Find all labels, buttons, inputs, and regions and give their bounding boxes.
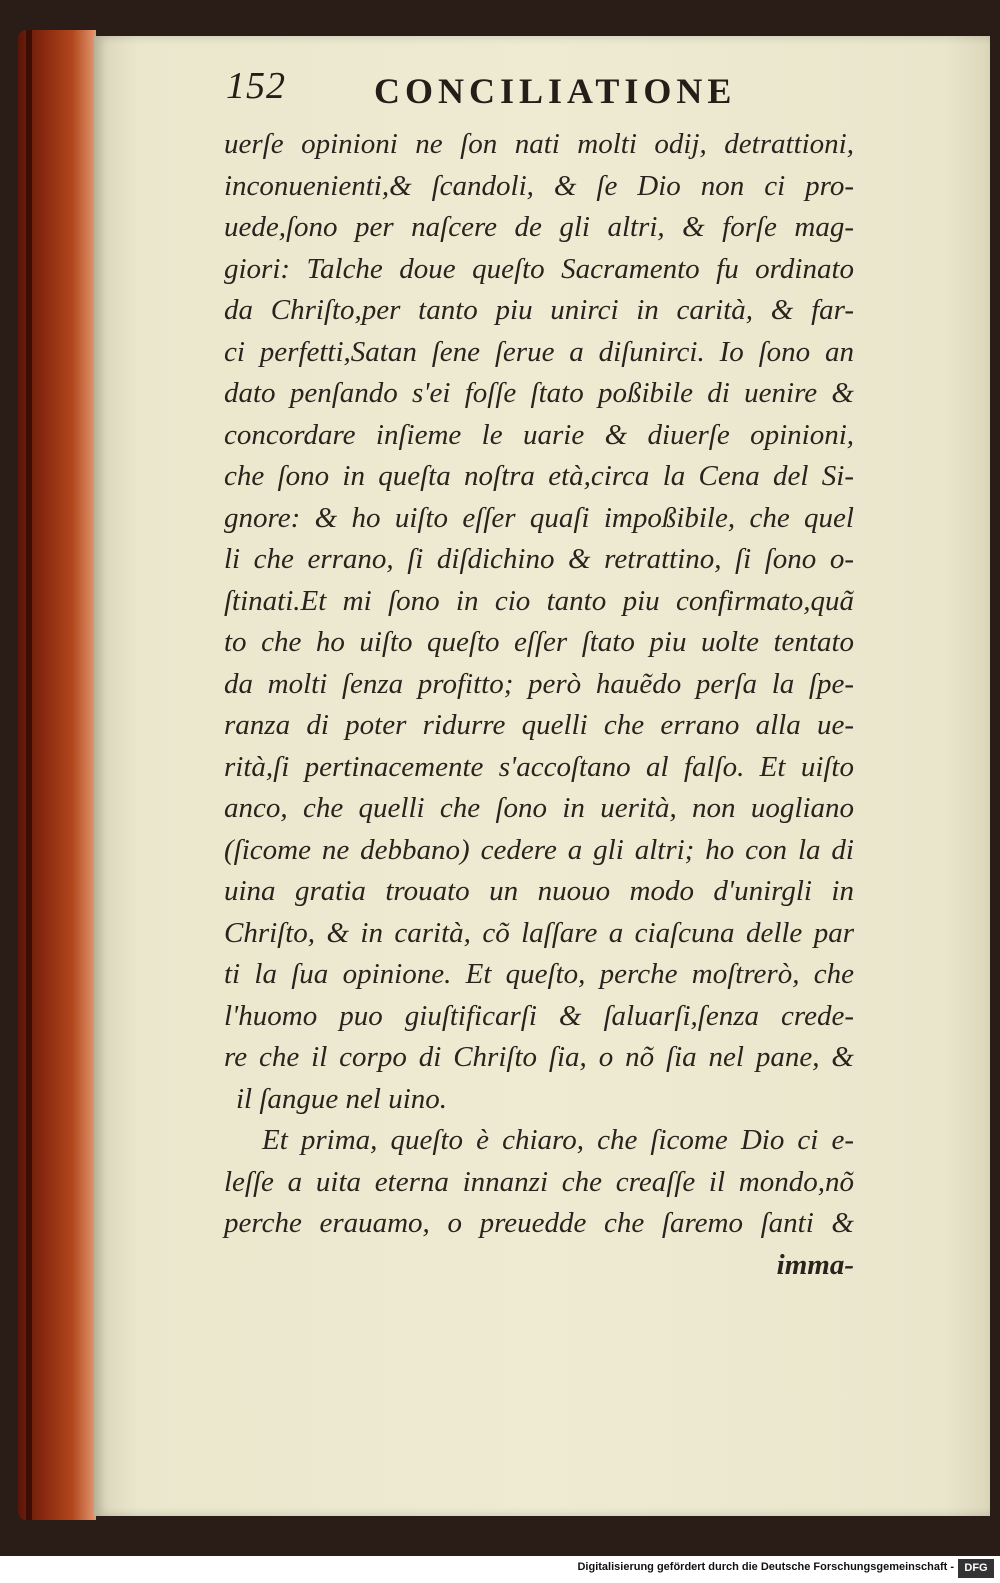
text-line: uina gratia trouato un nuouo modo d'unirgli in	[224, 875, 854, 907]
text-line: l'huomo puo giuſtificarſi & ſaluarſi,ſenza crede-	[224, 999, 854, 1032]
text-line: ranza di poter ridurre quelli che errano alla ue-	[224, 709, 854, 741]
text-line: perche erauamo, o preuedde che ſaremo ſanti &	[224, 1207, 854, 1239]
dfg-logo: DFG	[958, 1559, 994, 1578]
catchword: imma-	[776, 1248, 854, 1281]
text-line: da molti ſenza profitto; però hauẽdo perſa la ſpe-	[224, 667, 854, 700]
body-text	[224, 124, 854, 1286]
funding-credit: Digitalisierung gefördert durch die Deutsche Forschungsgemeinschaft -	[577, 1561, 954, 1573]
text-line: uede,ſono per naſcere de gli altri, & forſe mag-	[224, 211, 854, 243]
text-line: da Chriſto,per tanto piu unirci in carità, & far-	[224, 294, 854, 326]
text-line: Chriſto, & in carità, cõ laſſare a ciaſcuna delle par	[224, 916, 854, 949]
text-line: leſſe a uita eterna innanzi che creaſſe il mondo,nõ	[224, 1165, 854, 1198]
text-line: gnore: & ho uiſto eſſer quaſi impoßibile, che quel	[224, 501, 854, 534]
text-line: ſtinati.Et mi ſono in cio tanto piu confirmato,quã	[224, 584, 854, 617]
text-line: concordare inſieme le uarie & diuerſe opinioni,	[224, 418, 854, 451]
text-line: ti la ſua opinione. Et queſto, perche moſtrerò, che	[224, 958, 854, 990]
text-line: giori: Talche doue queſto Sacramento fu ordinato	[224, 252, 854, 285]
text-line: ci perfetti,Satan ſene ſerue a diſunirci. Io ſono an	[224, 335, 854, 368]
text-line: to che ho uiſto queſto eſſer ſtato piu uolte tentato	[224, 626, 854, 658]
text-line: li che errano, ſi diſdichino & retrattino, ſi ſono o-	[224, 543, 854, 575]
book-cover-band	[26, 30, 32, 1520]
text-line: il ſangue nel uino.	[236, 1082, 448, 1115]
digitization-footer	[0, 1556, 1000, 1583]
text-line: dato penſando s'ei foſſe ſtato poßibile di uenire &	[224, 377, 854, 409]
text-line: anco, che quelli che ſono in uerità, non uogliano	[224, 792, 854, 824]
text-line: inconuenienti,& ſcandoli, & ſe Dio non ci pro-	[224, 169, 854, 202]
text-line: re che il corpo di Chriſto ſia, o nõ ſia nel pane, &	[224, 1041, 854, 1073]
page-header	[226, 64, 846, 114]
text-line: che ſono in queſta noſtra età,circa la Cena del Si-	[224, 460, 854, 492]
text-line: (ſicome ne debbano) cedere a gli altri; ho con la di	[224, 833, 854, 866]
running-title: CONCILIATIONE	[374, 71, 737, 111]
page-number: 152	[226, 65, 286, 107]
paragraph-start-line: Et prima, queſto è chiaro, che ſicome Dio ci e-	[262, 1124, 854, 1156]
text-line: uerſe opinioni ne ſon nati molti odij, detrattioni,	[224, 128, 854, 160]
text-line: rità,ſi pertinacemente s'accoſtano al falſo. Et uiſto	[224, 750, 854, 783]
